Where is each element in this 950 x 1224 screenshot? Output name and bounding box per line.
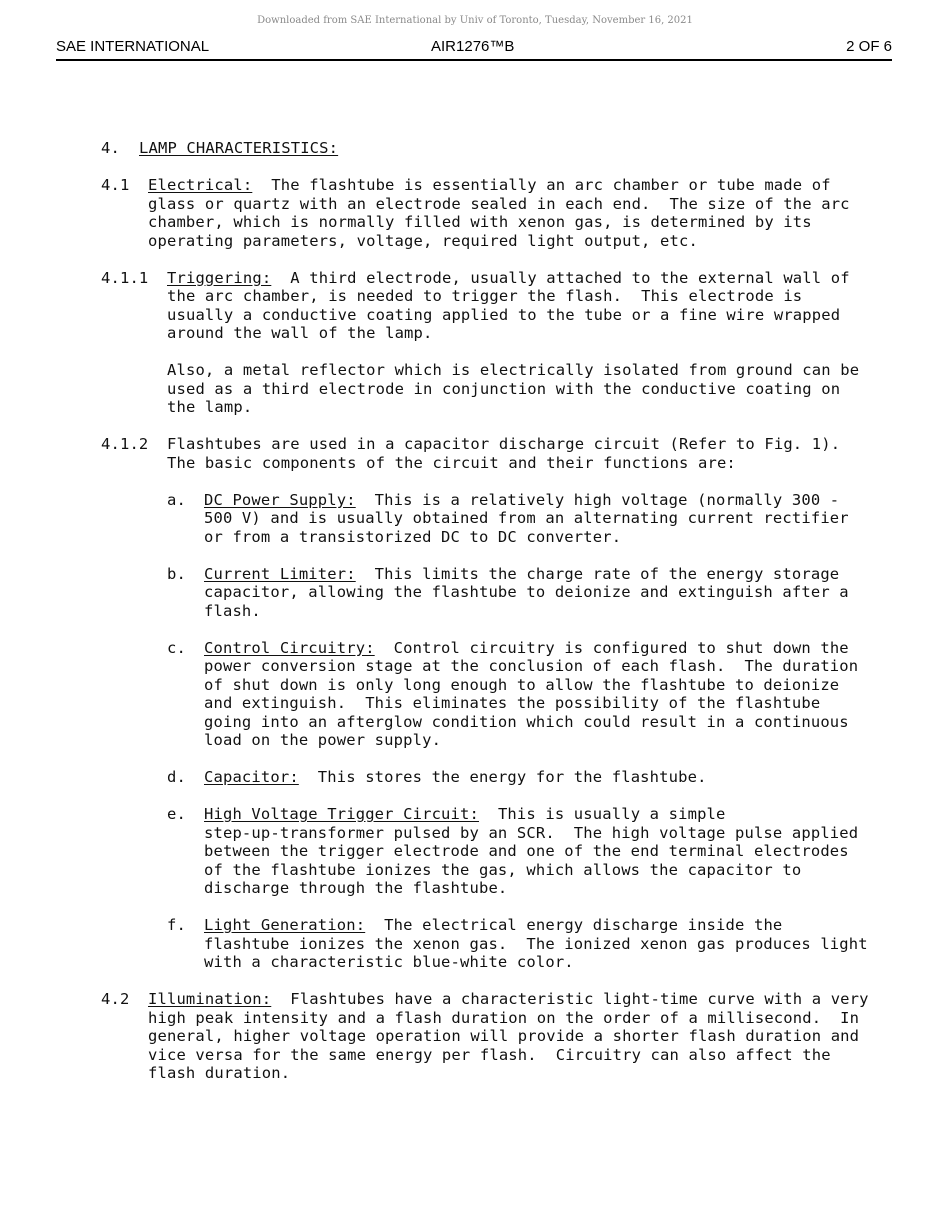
text-line: Also, a metal reflector which is electrically isolated from ground can be	[167, 361, 860, 379]
list-item	[101, 491, 901, 547]
text-line: operating parameters, voltage, required light output, etc.	[148, 231, 698, 250]
paragraph-text	[148, 990, 901, 1083]
running-header	[56, 37, 892, 61]
text-line: usually a conductive coating applied to the tube or a fine wire wrapped	[167, 305, 841, 324]
paragraph-number: 4.2	[101, 990, 130, 1008]
list-item	[101, 916, 901, 972]
text-line: of the flashtube ionizes the gas, which allows the capacitor to	[204, 860, 802, 879]
list-item-letter: c.	[167, 638, 186, 657]
text-line: flash.	[204, 601, 261, 620]
paragraph-number: 4.1.2	[101, 435, 149, 453]
header-organization: SAE INTERNATIONAL	[56, 38, 210, 55]
text-line: capacitor, allowing the flashtube to deionize and extinguish after a	[204, 583, 849, 601]
text-line: This limits the charge rate of the energy storage	[355, 564, 840, 583]
text-line: discharge through the flashtube.	[204, 879, 508, 897]
header-document-id: AIR1276™B	[431, 38, 515, 55]
list-item-title: High Voltage Trigger Circuit:	[204, 805, 479, 823]
text-line: This is a relatively high voltage (normally 300 -	[355, 490, 840, 509]
text-line: general, higher voltage operation will provide a shorter flash duration and	[148, 1027, 860, 1045]
text-line: the arc chamber, is needed to trigger the flash. This electrode is	[167, 287, 803, 305]
section-4-heading	[101, 139, 901, 158]
text-line: flashtube ionizes the xenon gas. The ionized xenon gas produces light	[204, 934, 868, 953]
paragraph-number: 4.1.1	[101, 268, 149, 287]
paragraph-4-1-1	[101, 269, 901, 417]
paragraph-title: Illumination:	[148, 990, 272, 1008]
text-line: used as a third electrode in conjunction with the conductive coating on	[167, 379, 841, 398]
text-line: Flashtubes are used in a capacitor discharge circuit (Refer to Fig. 1).	[167, 435, 841, 453]
list-item	[101, 805, 901, 898]
paragraph-4-2	[101, 990, 901, 1083]
paragraph-text	[167, 435, 901, 472]
list-item-title: Current Limiter:	[204, 564, 356, 583]
paragraph-title: Triggering:	[167, 268, 272, 287]
text-line: This is usually a simple	[478, 805, 726, 823]
list-item-title: Control Circuitry:	[204, 638, 375, 657]
text-line: load on the power supply.	[204, 731, 442, 749]
list-item-letter: f.	[167, 916, 186, 934]
text-line: the lamp.	[167, 398, 253, 416]
text-line: around the wall of the lamp.	[167, 324, 433, 342]
text-line: with a characteristic blue-white color.	[204, 953, 574, 971]
text-line: Control circuitry is configured to shut down the	[374, 638, 849, 657]
text-line: step-up-transformer pulsed by an SCR. The high voltage pulse applied	[204, 823, 859, 842]
document-body	[101, 139, 901, 1083]
download-watermark: Downloaded from SAE International by Univ of Toronto, Tuesday, November 16, 2021	[257, 15, 693, 26]
text-line: chamber, which is normally filled with xenon gas, is determined by its	[148, 213, 812, 231]
text-line: power conversion stage at the conclusion of each flash. The duration	[204, 657, 859, 675]
section-title: LAMP CHARACTERISTICS:	[139, 139, 339, 157]
list-item-letter: b.	[167, 564, 186, 583]
text-line: The electrical energy discharge inside the	[365, 916, 783, 934]
section-number: 4.	[101, 139, 120, 157]
paragraph-text-2	[167, 361, 901, 417]
list-item-title: DC Power Supply:	[204, 490, 356, 509]
paragraph-title: Electrical:	[148, 176, 253, 194]
paragraph-text	[167, 269, 901, 343]
text-line: Flashtubes have a characteristic light-time curve with a very	[271, 990, 869, 1008]
text-line: The basic components of the circuit and their functions are:	[167, 453, 736, 472]
list-item-title: Capacitor:	[204, 768, 299, 786]
text-line: A third electrode, usually attached to the external wall of	[271, 268, 850, 287]
list-item-letter: e.	[167, 805, 186, 823]
paragraph-text	[148, 176, 901, 250]
text-line: of shut down is only long enough to allow the flashtube to deionize	[204, 675, 840, 694]
list-item-title: Light Generation:	[204, 916, 366, 934]
list-item-letter: d.	[167, 768, 186, 786]
text-line: 500 V) and is usually obtained from an alternating current rectifier	[204, 509, 849, 527]
text-line: high peak intensity and a flash duration on the order of a millisecond. In	[148, 1008, 860, 1027]
text-line: between the trigger electrode and one of the end terminal electrodes	[204, 842, 849, 860]
header-page-number: 2 OF 6	[846, 38, 892, 55]
list-item-letter: a.	[167, 490, 186, 509]
text-line: or from a transistorized DC to DC converter.	[204, 527, 622, 546]
paragraph-number: 4.1	[101, 176, 130, 194]
list-item	[101, 768, 901, 787]
text-line: vice versa for the same energy per flash. Circuitry can also affect the	[148, 1045, 831, 1064]
list-item	[101, 565, 901, 621]
text-line: glass or quartz with an electrode sealed in each end. The size of the arc	[148, 194, 850, 213]
text-line: The flashtube is essentially an arc chamber or tube made of	[252, 176, 831, 194]
text-line: This stores the energy for the flashtube.	[298, 768, 707, 786]
text-line: and extinguish. This eliminates the possibility of the flashtube	[204, 694, 821, 712]
list-item	[101, 639, 901, 750]
paragraph-4-1	[101, 176, 901, 250]
text-line: going into an afterglow condition which could result in a continuous	[204, 712, 849, 731]
text-line: flash duration.	[148, 1064, 291, 1082]
paragraph-4-1-2	[101, 435, 901, 472]
